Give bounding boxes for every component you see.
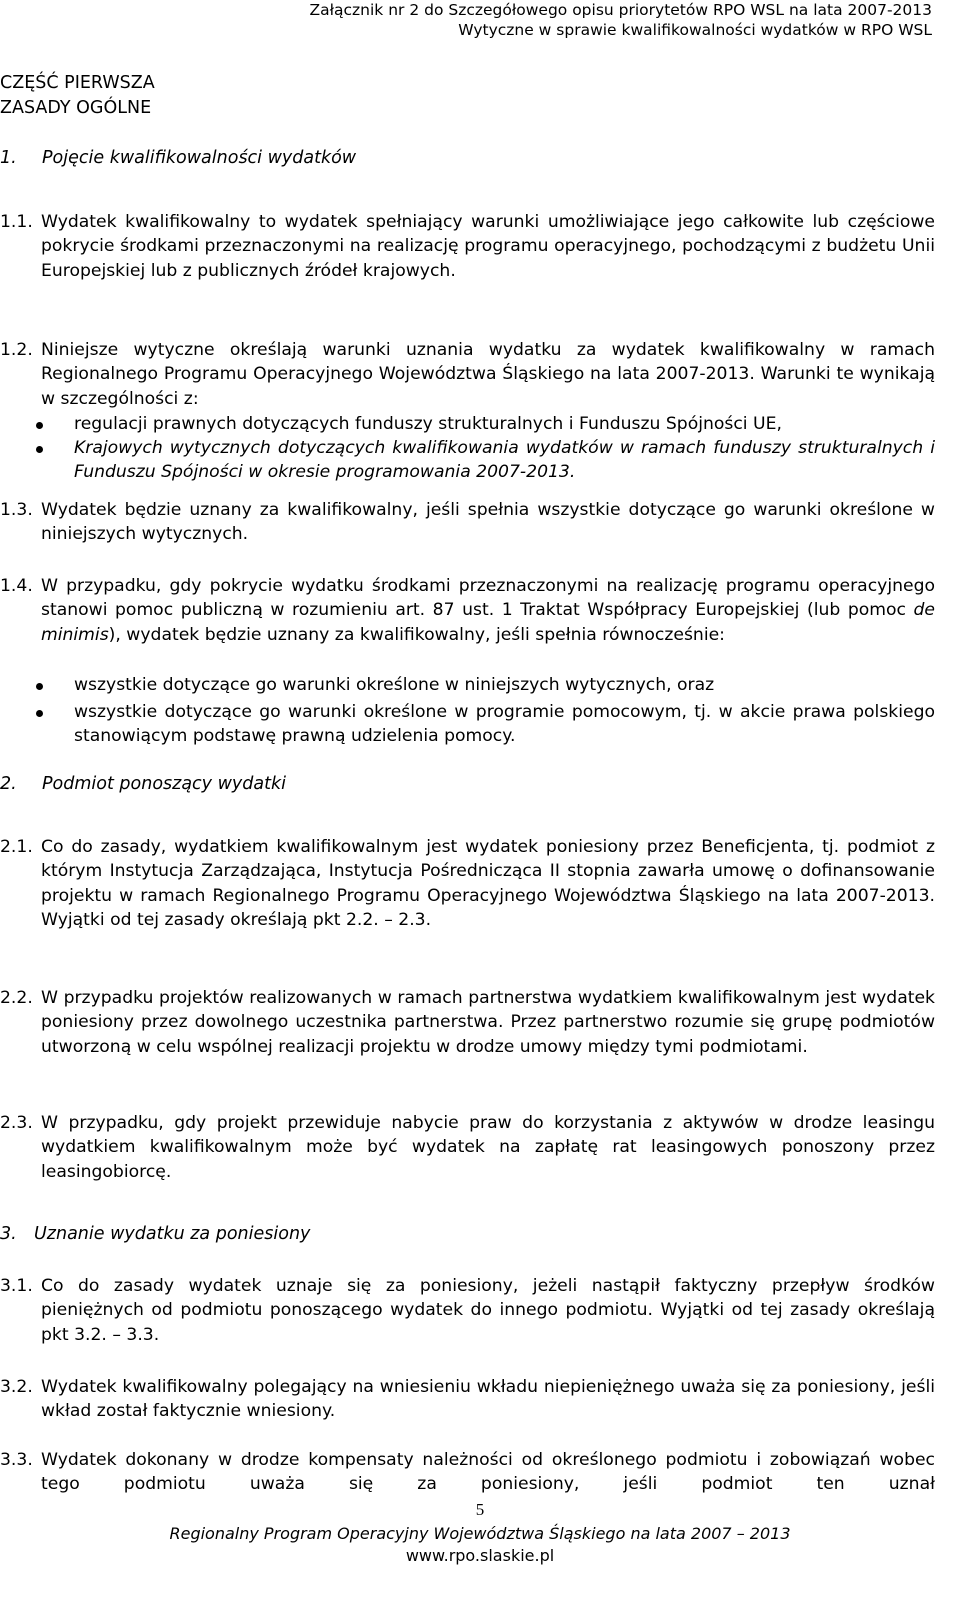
paragraph-3-2	[0, 1375, 935, 1424]
part-subtitle: ZASADY OGÓLNE	[0, 97, 152, 118]
paragraph-number: 3.2.	[0, 1377, 33, 1397]
paragraph-number: 1.1.	[0, 212, 33, 232]
header-line-2: Wytyczne w sprawie kwalifikowalności wydatków w RPO WSL	[458, 21, 932, 39]
bullet-icon	[36, 710, 43, 717]
page-number: 5	[475, 1500, 485, 1519]
paragraph-number: 3.1.	[0, 1276, 33, 1296]
page-header	[232, 0, 932, 40]
paragraph-text: Wydatek dokonany w drodze kompensaty należności od określonego podmiotu i zobowiązań wobec tego podmiotu uważa się za poniesiony, jeśli podmiot ten uznał	[41, 1450, 935, 1495]
paragraph-text: Wydatek kwalifikowalny polegający na wniesieniu wkładu niepieniężnego uważa się za poniesiony, jeśli wkład został faktycznie wniesiony.	[41, 1377, 935, 1422]
bullet-icon	[36, 446, 43, 453]
bullet-icon	[36, 683, 43, 690]
paragraph-text-italic: de minimis	[41, 600, 935, 645]
footer-url: www.rpo.slaskie.pl	[405, 1546, 555, 1565]
list-item-text: wszystkie dotyczące go warunki określone w niniejszych wytycznych, oraz	[74, 675, 715, 695]
paragraph-text	[41, 574, 935, 647]
section-number: 3.	[0, 1224, 17, 1244]
paragraph-text: Wydatek kwalifikowalny to wydatek spełniający warunki umożliwiające jego całkowite lub częściowe pokrycie środkami przeznaczonymi na realizację programu operacyjnego, pochodzącymi z budżetu Unii Europejskiej lub z publicznych źródeł krajowych.	[41, 212, 935, 281]
paragraph-text-part-b: ), wydatek będzie uznany za kwalifikowalny, jeśli spełnia równocześnie:	[108, 624, 725, 645]
footer-line-1: Regionalny Program Operacyjny Województwa Śląskiego na lata 2007 – 2013	[169, 1524, 791, 1543]
paragraph-1-3	[0, 498, 935, 547]
paragraph-1-1	[0, 210, 935, 283]
section-number: 1.	[0, 148, 17, 168]
paragraph-3-3	[0, 1448, 935, 1497]
paragraph-1-2	[0, 338, 935, 411]
section-heading-1	[0, 148, 356, 168]
paragraph-text: W przypadku, gdy projekt przewiduje nabycie praw do korzystania z aktywów w drodze leasingu wydatkiem kwalifikowalnym może być wydatek na zapłatę rat leasingowych ponoszony przez leasingobiorcę.	[41, 1113, 935, 1182]
part-title: CZĘŚĆ PIERWSZA	[0, 73, 155, 93]
paragraph-3-1	[0, 1274, 935, 1347]
paragraph-text-part-a: W przypadku, gdy pokrycie wydatku środkami przeznaczonymi na realizację programu operacyjnego stanowi pomoc publiczną w rozumieniu art. 87 ust. 1 Traktat Współpracy Europejskiej (lub pomoc	[41, 576, 935, 621]
page-footer	[0, 1523, 960, 1567]
paragraph-number: 1.3.	[0, 500, 33, 520]
paragraph-number: 2.3.	[0, 1113, 33, 1133]
header-line-1: Załącznik nr 2 do Szczegółowego opisu priorytetów RPO WSL na lata 2007-2013	[309, 1, 932, 19]
list-item-text: regulacji prawnych dotyczących funduszy strukturalnych i Funduszu Spójności UE,	[74, 414, 782, 434]
paragraph-text: Co do zasady wydatek uznaje się za poniesiony, jeżeli nastąpił faktyczny przepływ środków pieniężnych od podmiotu ponoszącego wydatek do innego podmiotu. Wyjątki od tej zasady określają pkt 3.2. – 3.3.	[41, 1276, 935, 1345]
section-number: 2.	[0, 774, 17, 794]
section-title: Uznanie wydatku za poniesiony	[34, 1224, 311, 1244]
paragraph-number: 2.1.	[0, 837, 33, 857]
paragraph-text	[41, 338, 935, 411]
list-item	[0, 436, 935, 485]
paragraph-number: 3.3.	[0, 1450, 33, 1470]
list-item-text: wszystkie dotyczące go warunki określone w programie pomocowym, tj. w akcie prawa polskiego stanowiącym podstawę prawną udzielenia pomocy.	[74, 702, 935, 747]
paragraph-2-1	[0, 835, 935, 933]
list-item	[0, 673, 935, 697]
paragraph-number: 1.4.	[0, 576, 33, 596]
paragraph-number: 1.2.	[0, 340, 33, 360]
section-title: Pojęcie kwalifikowalności wydatków	[42, 148, 357, 168]
section-heading-2	[0, 774, 286, 794]
part-heading	[0, 71, 155, 120]
paragraph-2-2	[0, 986, 935, 1059]
section-heading-3	[0, 1224, 310, 1244]
paragraph-number: 2.2.	[0, 988, 33, 1008]
paragraph-text: Co do zasady, wydatkiem kwalifikowalnym jest wydatek poniesiony przez Beneficjenta, tj. podmiot z którym Instytucja Zarządzająca, Instytucja Pośrednicząca II stopnia zawarła umowę o dofinansowanie projektu w ramach Regionalnego Programu Operacyjnego Województwa Śląskiego na lata 2007-2013. Wyjątki od tej zasady określają pkt 2.2. – 2.3.	[41, 837, 935, 931]
paragraph-2-3	[0, 1111, 935, 1184]
paragraph-text: W przypadku projektów realizowanych w ramach partnerstwa wydatkiem kwalifikowalnym jest wydatek poniesiony przez dowolnego uczestnika partnerstwa. Przez partnerstwo rozumie się grupę podmiotów utworzoną w celu wspólnej realizacji projektu w drodze umowy między tymi podmiotami.	[41, 988, 935, 1057]
bullet-icon	[36, 422, 43, 429]
list-item	[0, 412, 935, 436]
list-item-text: Krajowych wytycznych dotyczących kwalifikowania wydatków w ramach funduszy strukturalnych i Funduszu Spójności w okresie programowania 2007-2013.	[74, 438, 935, 483]
paragraph-text-lead-in: Warunki te wynikają w szczególności z:	[41, 364, 936, 409]
paragraph-text: Wydatek będzie uznany za kwalifikowalny, jeśli spełnia wszystkie dotyczące go warunki określone w niniejszych wytycznych.	[41, 500, 935, 545]
paragraph-1-4	[0, 574, 935, 647]
section-title: Podmiot ponoszący wydatki	[42, 774, 286, 794]
list-item	[0, 700, 935, 749]
paragraph-text-main: Niniejsze wytyczne określają warunki uznania wydatku za wydatek kwalifikowalny w ramach Regionalnego Programu Operacyjnego Województwa Śląskiego na lata 2007-2013.	[41, 340, 935, 385]
